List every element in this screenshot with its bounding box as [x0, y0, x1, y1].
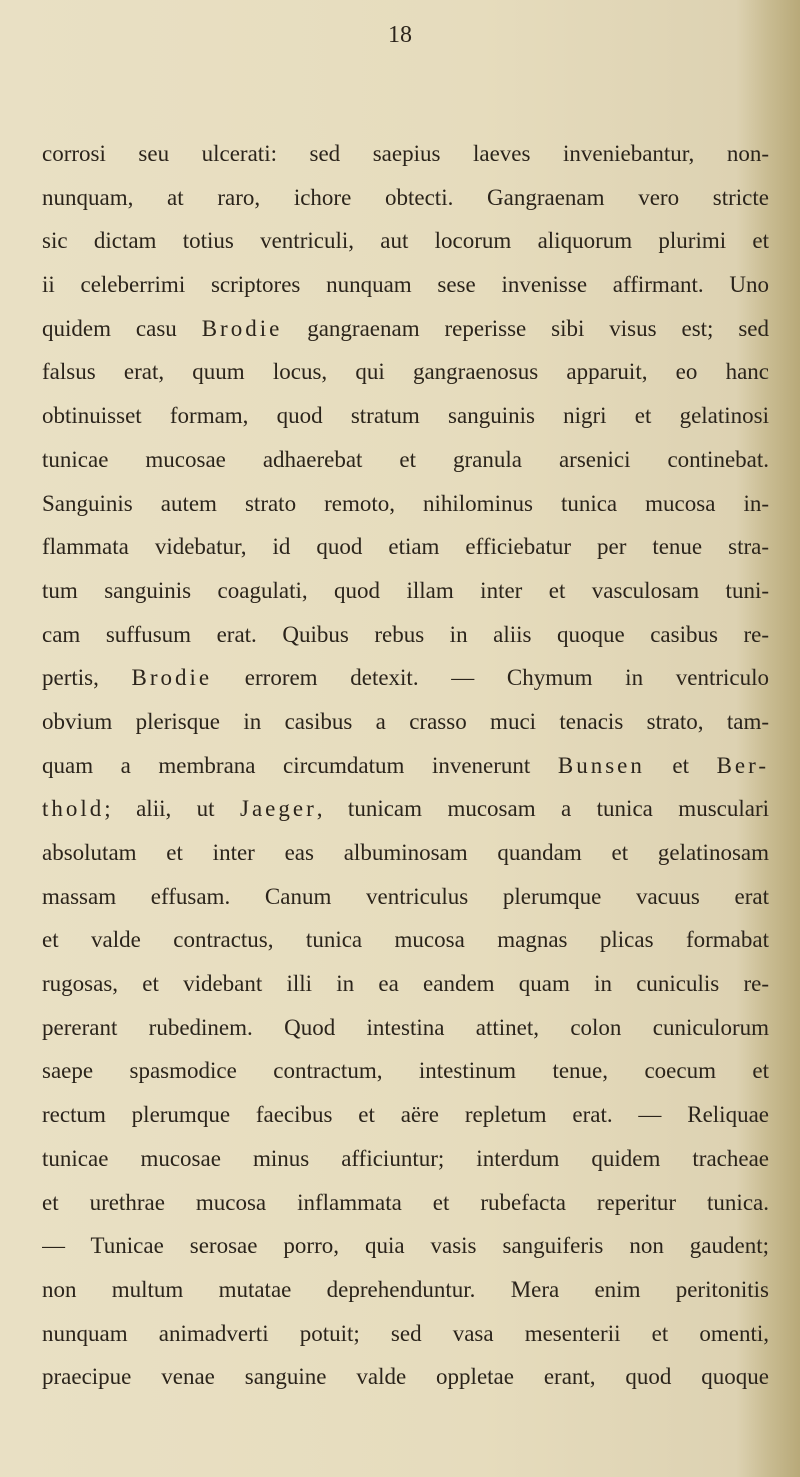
spaced-name: Bunsen [557, 752, 645, 778]
text-segment: falsus erat, quum locus, qui gangraenosus apparuit, eo hanc [42, 359, 769, 385]
spaced-name: thold [42, 796, 105, 822]
text-segment: rectum plerumque faecibus et aëre repletum erat. — Reliquae [42, 1102, 769, 1128]
text-line [42, 438, 769, 482]
text-segment: tum sanguinis coagulati, quod illam inter et vasculosam tuni- [42, 577, 769, 603]
text-line [42, 132, 769, 176]
text-line [42, 482, 769, 526]
spaced-name: Jaeger [240, 796, 317, 822]
text-line [42, 525, 769, 569]
text-segment: saepe spasmodice contractum, intestinum tenue, coecum et [42, 1058, 769, 1084]
text-segment: non multum mutatae deprehenduntur. Mera enim peritonitis [42, 1276, 769, 1302]
text-segment: quam a membrana circumdatum invenerunt [42, 752, 558, 778]
text-line [42, 1137, 769, 1181]
text-segment: absolutam et inter eas albuminosam quandam et gelatinosam [42, 840, 769, 865]
text-segment: et [644, 752, 717, 778]
text-line [42, 1093, 769, 1137]
text-segment: nunquam, at raro, ichore obtecti. Gangraenam vero stricte [42, 184, 769, 210]
text-segment: ii celeberrimi scriptores nunquam sese invenisse affirmant. Uno [42, 272, 769, 298]
text-segment: et urethrae mucosa inflammata et rubefacta reperitur tunica. [42, 1189, 769, 1215]
text-line [42, 1268, 769, 1312]
text-segment: et valde contractus, tunica mucosa magnas plicas formabat [42, 927, 769, 953]
text-segment: pererant rubedinem. Quod intestina attinet, colon cuniculorum [42, 1014, 769, 1040]
text-line [42, 875, 769, 919]
text-segment: , tunicam mucosam a tunica musculari [316, 796, 769, 822]
text-line [42, 176, 769, 220]
text-segment: Sanguinis autem strato remoto, nihilominus tunica mucosa in- [42, 490, 769, 516]
text-segment: quidem casu [42, 315, 202, 341]
body-text [42, 132, 769, 1399]
text-segment: tunicae mucosae adhaerebat et granula arsenici continebat. [42, 446, 769, 472]
text-segment: errorem detexit. — Chymum in ventriculo [212, 665, 769, 691]
text-line [42, 307, 769, 351]
text-line [42, 1224, 769, 1268]
text-line [42, 787, 769, 831]
page-number: 18 [388, 22, 412, 48]
text-line [42, 569, 769, 613]
text-line [42, 1181, 769, 1225]
text-segment: ; alii, ut [104, 796, 240, 822]
spaced-name: Brodie [201, 315, 283, 341]
text-line [42, 613, 769, 657]
text-line [42, 219, 769, 263]
text-segment: praecipue venae sanguine valde oppletae erant, quod quoque [42, 1364, 769, 1390]
text-segment: rugosas, et videbant illi in ea eandem quam in cuniculis re- [42, 971, 769, 997]
text-segment: nunquam animadverti potuit; sed vasa mesenterii et omenti, [42, 1320, 769, 1346]
spaced-name: Ber- [716, 752, 769, 778]
spaced-name: Brodie [131, 665, 213, 691]
text-line [42, 962, 769, 1006]
text-segment: obtinuisset formam, quod stratum sanguinis nigri et gelatinosi [42, 403, 769, 429]
text-segment: pertis, [42, 665, 132, 691]
text-segment: tunicae mucosae minus afficiuntur; interdum quidem tracheae [42, 1145, 769, 1171]
text-line [42, 1312, 769, 1356]
text-line [42, 1049, 769, 1093]
text-line [42, 1006, 769, 1050]
text-segment: corrosi seu ulcerati: sed saepius laeves inveniebantur, non- [42, 141, 769, 166]
text-segment: cam suffusum erat. Quibus rebus in aliis quoque casibus re- [42, 621, 769, 647]
text-line [42, 656, 769, 700]
text-line [42, 394, 769, 438]
text-line [42, 918, 769, 962]
text-line [42, 263, 769, 307]
text-line [42, 744, 769, 788]
text-segment: obvium plerisque in casibus a crasso muci tenacis strato, tam- [42, 708, 769, 734]
text-line [42, 831, 769, 875]
text-segment: flammata videbatur, id quod etiam efficiebatur per tenue stra- [42, 534, 769, 560]
text-segment: gangraenam reperisse sibi visus est; sed [282, 315, 769, 341]
text-segment: — Tunicae serosae porro, quia vasis sanguiferis non gaudent; [42, 1233, 769, 1259]
text-segment: sic dictam totius ventriculi, aut locorum aliquorum plurimi et [42, 228, 769, 254]
text-line [42, 1355, 769, 1399]
text-segment: massam effusam. Canum ventriculus plerumque vacuus erat [42, 883, 769, 909]
text-line [42, 350, 769, 394]
text-line [42, 700, 769, 744]
